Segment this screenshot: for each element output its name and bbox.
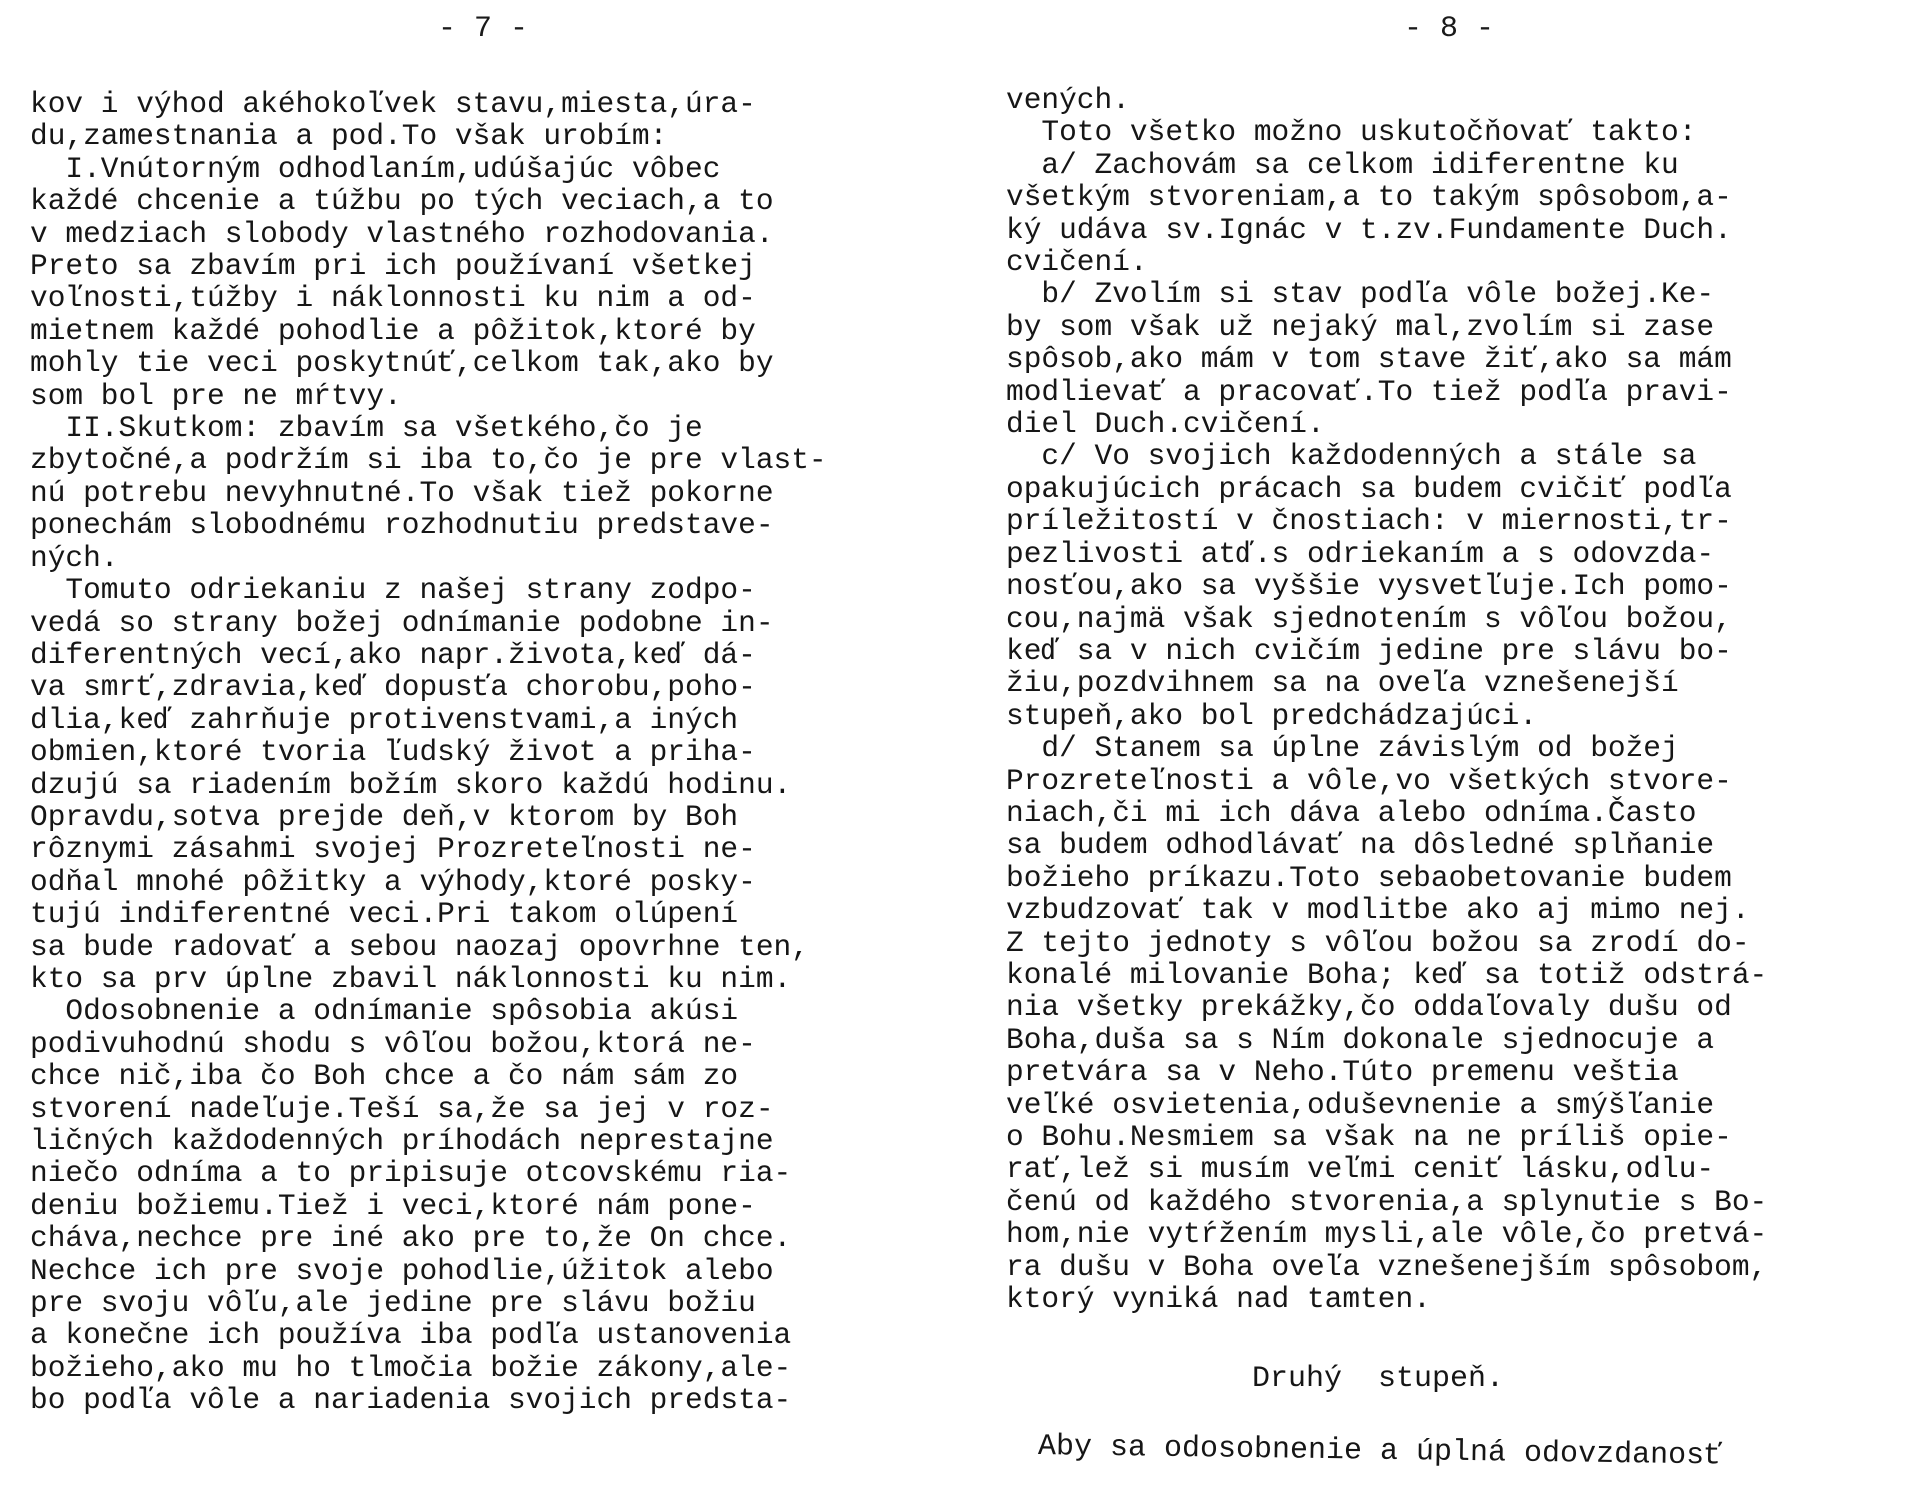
right-line: Boha,duša sa s Ním dokonale sjednocuje a <box>1006 1022 1715 1057</box>
left-line: božieho,ako mu ho tlmočia božie zákony,ale- <box>30 1350 792 1385</box>
left-line: sa bude radovať a sebou naozaj opovrhne ten, <box>30 929 809 964</box>
right-line: ktorý vyniká nad tamten. <box>1006 1282 1431 1317</box>
right-line: žiu,pozdvihnem sa na oveľa vznešenejší <box>1006 666 1679 701</box>
right-line: konalé milovanie Boha; keď sa totiž odstrá- <box>1006 957 1768 992</box>
left-line: nú potrebu nevyhnutné.To však tiež pokorne <box>30 475 774 510</box>
right-line: o Bohu.Nesmiem sa však na ne príliš opie- <box>1006 1120 1732 1154</box>
left-line: rôznymi zásahmi svojej Prozreteľnosti ne- <box>30 832 756 867</box>
right-line: niach,či mi ich dáva alebo odníma.Často <box>1006 795 1697 830</box>
right-line: opakujúcich prácach sa budem cvičiť podľa <box>1006 471 1732 506</box>
right-line: príležitostí v čnostiach: v miernosti,tr- <box>1006 504 1732 539</box>
right-line: čenú od každého stvorenia,a splynutie s Bo- <box>1006 1184 1768 1219</box>
right-line: a/ Zachovám sa celkom idiferentne ku <box>1006 147 1679 182</box>
right-line: božieho príkazu.Toto sebaobetovanie budem <box>1006 860 1732 895</box>
left-line: ličných každodenných príhodách neprestajne <box>30 1124 774 1158</box>
left-line: dzujú sa riadením božím skoro každú hodinu. <box>30 767 792 802</box>
left-line: ponechám slobodnému rozhodnutiu predstave- <box>30 508 774 543</box>
right-line: sa budem odhodlávať na dôsledné splňanie <box>1006 828 1715 863</box>
left-line: I.Vnútorným odhodlaním,udúšajúc vôbec <box>30 151 721 186</box>
right-line: pezlivosti atď.s odriekaním a s odovzda- <box>1006 536 1715 571</box>
left-line: mohly tie veci poskytnúť,celkom tak,ako by <box>30 346 774 381</box>
right-line: rať,lež si musím veľmi ceniť lásku,odlu- <box>1006 1152 1715 1187</box>
left-line: som bol pre ne mŕtvy. <box>30 378 402 413</box>
right-page-text <box>1006 84 1767 1315</box>
left-line: Nechce ich pre svoje pohodlie,úžitok alebo <box>30 1253 774 1288</box>
left-line: Opravdu,sotva prejde deň,v ktorom by Boh <box>30 799 739 834</box>
left-line: zbytočné,a podržím si iba to,čo je pre vlast- <box>30 443 827 478</box>
right-line: d/ Stanem sa úplne závislým od božej <box>1006 731 1679 766</box>
right-line: vzbudzovať tak v modlitbe ako aj mimo nej. <box>1006 893 1750 928</box>
right-line: stupeň,ako bol predchádzajúci. <box>1006 698 1538 733</box>
left-line: deniu božiemu.Tiež i veci,ktoré nám pone- <box>30 1188 756 1223</box>
page-number-right: - 8 - <box>1403 12 1494 46</box>
right-line: Toto všetko možno uskutočňovať takto: <box>1006 115 1697 150</box>
left-line: kov i výhod akéhokoľvek stavu,miesta,úra- <box>30 87 756 121</box>
right-line: cvičení. <box>1006 245 1148 280</box>
left-line: chce nič,iba čo Boh chce a čo nám sám zo <box>30 1059 739 1094</box>
right-line: Prozreteľnosti a vôle,vo všetkých stvore- <box>1006 763 1732 798</box>
left-line: v medziach slobody vlastného rozhodovania. <box>30 216 774 251</box>
left-line: bo podľa vôle a nariadenia svojich predsta- <box>30 1383 792 1418</box>
right-page <box>966 0 1932 1500</box>
left-line: stvorení nadeľuje.Teší sa,že sa jej v roz- <box>30 1091 774 1126</box>
left-line: obmien,ktoré tvoria ľudský život a priha- <box>30 735 756 770</box>
left-line: dlia,keď zahrňuje protivenstvami,a iných <box>30 702 739 737</box>
section-heading: Druhý stupeň. <box>1252 1362 1505 1396</box>
right-line: ra dušu v Boha oveľa vznešenejším spôsobom, <box>1006 1249 1768 1284</box>
left-line: odňal mnohé pôžitky a výhody,ktoré posky- <box>30 864 756 899</box>
right-line: nosťou,ako sa vyššie vysvetľuje.Ich pomo- <box>1006 569 1732 604</box>
right-line: Z tejto jednoty s vôľou božou sa zrodí do- <box>1006 925 1750 960</box>
left-line: II.Skutkom: zbavím sa všetkého,čo je <box>30 411 703 446</box>
left-page-text <box>30 88 827 1417</box>
left-line: kto sa prv úplne zbavil náklonnosti ku nim. <box>30 961 792 996</box>
left-line: pre svoju vôľu,ale jedine pre slávu božiu <box>30 1286 756 1321</box>
right-line: nia všetky prekážky,čo oddaľovaly dušu od <box>1006 990 1732 1025</box>
left-line: a konečne ich používa iba podľa ustanovenia <box>30 1318 792 1353</box>
left-line: du,zamestnania a pod.To však urobím: <box>30 119 668 154</box>
right-line: keď sa v nich cvičím jedine pre slávu bo- <box>1006 633 1732 668</box>
left-line: niečo odníma a to pripisuje otcovskému ria- <box>30 1156 792 1191</box>
left-line: mietnem každé pohodlie a pôžitok,ktoré by <box>30 313 756 348</box>
left-line: Tomuto odriekaniu z našej strany zodpo- <box>30 573 756 608</box>
left-line: ných. <box>30 540 119 575</box>
right-line: hom,nie vytŕžením mysli,ale vôle,čo pretvá- <box>1006 1217 1768 1252</box>
left-line: cháva,nechce pre iné ako pre to,že On chce. <box>30 1221 792 1256</box>
left-line: Odosobnenie a odnímanie spôsobia akúsi <box>30 994 739 1029</box>
right-line: veľké osvietenia,oduševnenie a smýšľanie <box>1006 1087 1715 1122</box>
right-line: ký udáva sv.Ignác v t.zv.Fundamente Duch. <box>1006 212 1732 247</box>
right-line: diel Duch.cvičení. <box>1006 407 1325 442</box>
right-line: by som však už nejaký mal,zvolím si zase <box>1006 309 1715 344</box>
right-line: b/ Zvolím si stav podľa vôle božej.Ke- <box>1006 277 1715 312</box>
right-line: modlievať a pracovať.To tiež podľa pravi- <box>1006 374 1732 409</box>
left-line: každé chcenie a túžbu po tých veciach,a to <box>30 184 774 219</box>
right-line: spôsob,ako mám v tom stave žiť,ako sa mám <box>1006 342 1732 377</box>
right-line: cou,najmä však sjednotením s vôľou božou, <box>1006 601 1732 636</box>
closing-line: Aby sa odosobnenie a úplná odovzdanosť <box>1037 1430 1723 1474</box>
left-line: voľnosti,túžby i náklonnosti ku nim a od- <box>30 281 756 316</box>
left-line: Preto sa zbavím pri ich používaní všetkej <box>30 249 756 284</box>
right-line: pretvára sa v Neho.Túto premenu veštia <box>1006 1055 1679 1090</box>
page-number-left: - 7 - <box>437 12 528 46</box>
right-line: všetkým stvoreniam,a to takým spôsobom,a- <box>1006 180 1732 215</box>
left-line: vedá so strany božej odnímanie podobne in- <box>30 605 774 640</box>
left-line: podivuhodnú shodu s vôľou božou,ktorá ne- <box>30 1026 756 1061</box>
left-line: tujú indiferentné veci.Pri takom olúpení <box>30 897 739 932</box>
left-line: va smrť,zdravia,keď dopusťa chorobu,poho- <box>30 670 756 705</box>
right-line: c/ Vo svojich každodenných a stále sa <box>1006 439 1697 474</box>
left-line: diferentných vecí,ako napr.života,keď dá- <box>30 637 756 672</box>
right-line: vených. <box>1006 83 1130 117</box>
